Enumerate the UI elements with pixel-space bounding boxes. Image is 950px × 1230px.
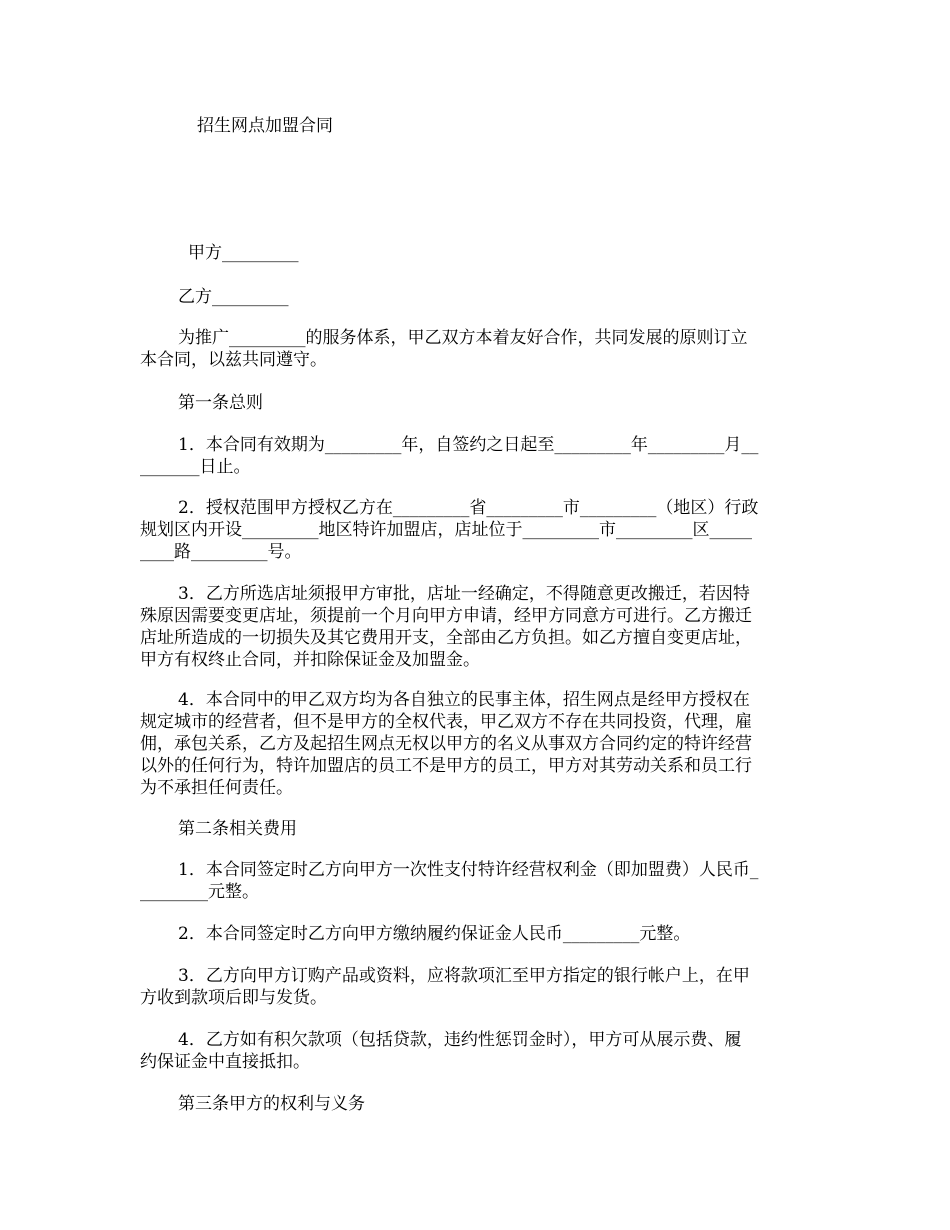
article-1-clause-4-line-2: 规定城市的经营者，但不是甲方的全权代表，甲乙双方不存在共同投资，代理，雇 bbox=[140, 712, 752, 732]
article-2-clause-1-line-1: 1．本合同签定时乙方向甲方一次性支付特许经营权利金（即加盟费）人民币_ bbox=[178, 860, 759, 880]
article-1-heading: 第一条总则 bbox=[178, 393, 263, 413]
article-1-clause-1-line-1: 1．本合同有效期为_________年，自签约之日起至_________年_________月__ bbox=[178, 435, 759, 455]
article-1-clause-3-line-3: 店址所造成的一切损失及其它费用开支，全部由乙方负担。如乙方擅自变更店址， bbox=[140, 628, 752, 648]
article-1-clause-3-line-2: 殊原因需要变更店址，须提前一个月向甲方申请，经甲方同意方可进行。乙方搬迁 bbox=[140, 606, 752, 626]
article-2-clause-3-line-1: 3．乙方向甲方订购产品或资料，应将款项汇至甲方指定的银行帐户上，在甲 bbox=[178, 966, 750, 986]
article-1-clause-3-line-1: 3．乙方所选店址须报甲方审批，店址一经确定，不得随意更改搬迁，若因特 bbox=[178, 584, 750, 604]
article-1-clause-2-line-3: ____路_________号。 bbox=[140, 542, 302, 562]
preamble-line-1: 为推广_________的服务体系，甲乙双方本着友好合作，共同发展的原则订立 bbox=[178, 328, 748, 348]
article-1-clause-2-line-2: 规划区内开设_________地区特许加盟店，店址位于_________市_________区_____ bbox=[140, 520, 752, 540]
article-3-heading: 第三条甲方的权利与义务 bbox=[178, 1094, 365, 1114]
article-1-clause-3-line-4: 甲方有权终止合同，并扣除保证金及加盟金。 bbox=[140, 650, 480, 670]
article-1-clause-4-line-3: 佣，承包关系，乙方及起招生网点无权以甲方的名义从事双方合同约定的特许经营 bbox=[140, 734, 752, 754]
article-2-clause-3-line-2: 方收到款项后即与发货。 bbox=[140, 988, 327, 1008]
article-2-clause-4-line-1: 4．乙方如有积欠款项（包括贷款，违约性惩罚金时），甲方可从展示费、履 bbox=[178, 1030, 742, 1050]
party-a-line: 甲方_________ bbox=[188, 243, 299, 263]
article-1-clause-4-line-1: 4．本合同中的甲乙双方均为各自独立的民事主体，招生网点是经甲方授权在 bbox=[178, 690, 750, 710]
document-title: 招生网点加盟合同 bbox=[197, 116, 333, 136]
article-2-heading: 第二条相关费用 bbox=[178, 819, 297, 839]
article-1-clause-1-line-2: _______日止。 bbox=[140, 457, 251, 477]
article-2-clause-1-line-2: ________元整。 bbox=[140, 882, 259, 902]
preamble-line-2: 本合同，以兹共同遵守。 bbox=[140, 350, 327, 370]
article-1-clause-4-line-5: 为不承担任何责任。 bbox=[140, 778, 293, 798]
article-2-clause-4-line-2: 约保证金中直接抵扣。 bbox=[140, 1052, 310, 1072]
article-2-clause-2-line-1: 2．本合同签定时乙方向甲方缴纳履约保证金人民币_________元整。 bbox=[178, 924, 691, 944]
article-1-clause-4-line-4: 以外的任何行为，特许加盟店的员工不是甲方的员工，甲方对其劳动关系和员工行 bbox=[140, 756, 752, 776]
party-b-line: 乙方_________ bbox=[178, 287, 289, 307]
article-1-clause-2-line-1: 2．授权范围甲方授权乙方在_________省_________市_________（地区）行政 bbox=[178, 498, 759, 518]
